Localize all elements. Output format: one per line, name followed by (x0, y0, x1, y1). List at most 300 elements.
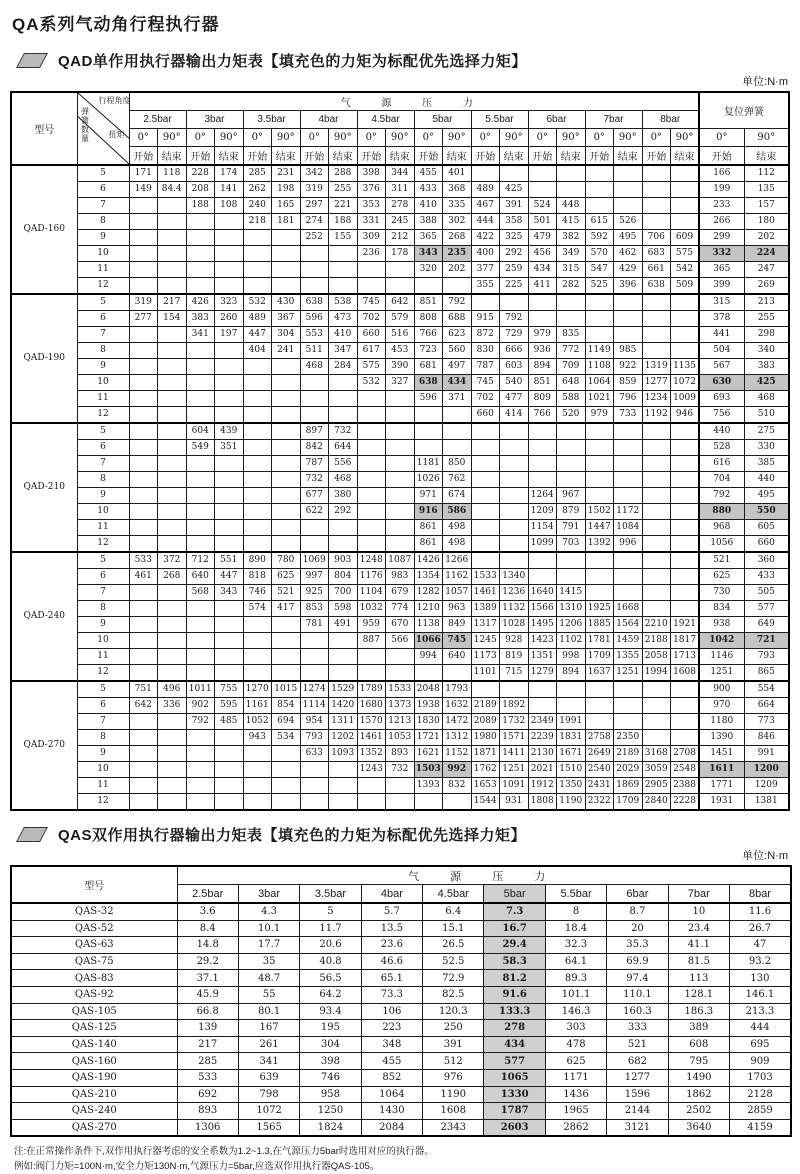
torque-cell: 787 (471, 359, 500, 375)
torque-cell: 245 (386, 214, 415, 230)
return-spring-cell: 1200 (744, 762, 789, 778)
torque-cell (243, 440, 272, 456)
torque-cell (357, 391, 386, 407)
spring-count-cell: 9 (77, 359, 129, 375)
torque-cell (158, 375, 187, 391)
torque-cell: 625 (272, 569, 301, 585)
torque-cell (386, 472, 415, 488)
torque-cell: 524 (528, 198, 557, 214)
torque-cell (186, 633, 215, 649)
qas-data-row (11, 903, 791, 920)
torque-cell (186, 278, 215, 295)
torque-cell: 1279 (528, 665, 557, 682)
torque-cell: 485 (215, 714, 244, 730)
torque-cell (158, 343, 187, 359)
torque-cell (215, 343, 244, 359)
return-spring-cell: 330 (744, 440, 789, 456)
torque-cell: 755 (215, 681, 244, 698)
torque-cell: 285 (243, 165, 272, 182)
torque-cell: 16.7 (484, 920, 545, 937)
torque-cell (386, 407, 415, 424)
torque-cell: 146.1 (730, 986, 791, 1003)
return-spring-cell: 340 (744, 343, 789, 359)
torque-cell: 319 (129, 294, 158, 311)
pressure-header: 5.5bar (471, 111, 528, 129)
torque-cell: 954 (300, 714, 329, 730)
torque-cell: 2058 (642, 649, 671, 665)
torque-cell (300, 649, 329, 665)
return-spring-cell: 900 (699, 681, 744, 698)
torque-cell (129, 391, 158, 407)
model-cell: QAS-92 (11, 986, 177, 1003)
torque-cell: 1234 (642, 391, 671, 407)
torque-cell (300, 407, 329, 424)
qad-data-row (11, 440, 789, 456)
qad-data-row (11, 198, 789, 214)
torque-cell (585, 681, 614, 698)
torque-cell (215, 246, 244, 262)
torque-cell: 2210 (642, 617, 671, 633)
torque-cell: 792 (500, 311, 529, 327)
spring-count-cell: 7 (77, 585, 129, 601)
torque-cell: 46.6 (361, 953, 422, 970)
torque-cell (272, 617, 301, 633)
torque-cell: 575 (357, 359, 386, 375)
angle-header: 0° (699, 129, 744, 147)
spring-count-cell: 7 (77, 714, 129, 730)
torque-cell (186, 262, 215, 278)
torque-cell (129, 617, 158, 633)
torque-cell: 1490 (668, 1069, 729, 1086)
torque-cell (272, 246, 301, 262)
torque-cell (386, 391, 415, 407)
torque-cell: 2758 (585, 730, 614, 746)
torque-cell: 1389 (471, 601, 500, 617)
torque-cell: 188 (329, 214, 358, 230)
torque-cell: 521 (272, 585, 301, 601)
torque-cell: 389 (668, 1020, 729, 1037)
torque-cell: 241 (272, 343, 301, 359)
torque-cell: 1355 (614, 649, 643, 665)
torque-cell (129, 746, 158, 762)
torque-cell: 309 (357, 230, 386, 246)
torque-cell (585, 456, 614, 472)
torque-cell (272, 488, 301, 504)
torque-cell: 1885 (585, 617, 614, 633)
torque-cell (585, 423, 614, 440)
torque-cell: 516 (386, 327, 415, 343)
return-spring-cell: 332 (699, 246, 744, 262)
torque-cell: 642 (386, 294, 415, 311)
torque-cell: 489 (243, 311, 272, 327)
torque-cell: 520 (557, 407, 586, 424)
torque-cell: 1637 (585, 665, 614, 682)
torque-cell: 47 (730, 937, 791, 954)
torque-cell: 745 (471, 375, 500, 391)
torque-cell (357, 472, 386, 488)
torque-cell (129, 278, 158, 295)
qad-data-row (11, 359, 789, 375)
torque-cell (243, 649, 272, 665)
torque-cell (642, 165, 671, 182)
angle-header: 0° (357, 129, 386, 147)
torque-cell: 417 (272, 601, 301, 617)
return-spring-cell: 383 (744, 359, 789, 375)
torque-cell: 640 (443, 649, 472, 665)
torque-cell: 2343 (423, 1119, 484, 1136)
torque-cell: 608 (668, 1036, 729, 1053)
torque-cell: 729 (500, 327, 529, 343)
torque-cell: 762 (443, 472, 472, 488)
qad-data-row (11, 698, 789, 714)
torque-cell: 603 (500, 359, 529, 375)
diag-label-spring-count: 弹簧数量 (80, 107, 90, 143)
torque-cell: 82.5 (423, 986, 484, 1003)
pressure-header: 3.5bar (300, 885, 361, 904)
torque-cell: 26.7 (730, 920, 791, 937)
torque-cell (471, 456, 500, 472)
model-cell: QAS-83 (11, 970, 177, 987)
torque-cell: 422 (471, 230, 500, 246)
model-cell: QAD-210 (11, 423, 77, 552)
torque-cell (215, 391, 244, 407)
torque-cell: 1028 (500, 617, 529, 633)
torque-cell (642, 552, 671, 569)
torque-cell: 235 (443, 246, 472, 262)
model-cell: QAS-190 (11, 1069, 177, 1086)
torque-cell: 380 (329, 488, 358, 504)
pressure-header: 6bar (607, 885, 668, 904)
torque-cell: 130 (730, 970, 791, 987)
angle-header: 90° (158, 129, 187, 147)
torque-cell (215, 278, 244, 295)
torque-cell (129, 327, 158, 343)
torque-cell: 1093 (329, 746, 358, 762)
torque-cell (671, 601, 700, 617)
torque-cell (243, 359, 272, 375)
torque-cell: 791 (557, 520, 586, 536)
torque-cell (329, 375, 358, 391)
torque-cell: 377 (471, 262, 500, 278)
torque-cell (528, 698, 557, 714)
torque-cell: 1965 (545, 1103, 606, 1120)
torque-cell: 26.5 (423, 937, 484, 954)
torque-cell (158, 617, 187, 633)
torque-cell (528, 182, 557, 198)
torque-cell (129, 359, 158, 375)
torque-cell (215, 746, 244, 762)
torque-cell: 1824 (300, 1119, 361, 1136)
spring-count-cell: 6 (77, 311, 129, 327)
model-column-header: 型号 (11, 92, 77, 165)
torque-cell (357, 520, 386, 536)
torque-cell (642, 520, 671, 536)
angle-header: 0° (528, 129, 557, 147)
note-line-2: 例如:阀门力矩=100N·m,安全力矩130N·m,气源压力=5bar,应选双作用执行器QAS-105。 (14, 1161, 380, 1173)
torque-cell: 56.5 (300, 970, 361, 987)
torque-cell (642, 423, 671, 440)
torque-cell: 1925 (585, 601, 614, 617)
torque-cell: 398 (357, 165, 386, 182)
torque-cell (557, 294, 586, 311)
torque-cell (614, 681, 643, 698)
torque-cell (329, 262, 358, 278)
torque-cell (585, 585, 614, 601)
torque-cell (272, 391, 301, 407)
torque-cell: 2089 (471, 714, 500, 730)
torque-cell (329, 246, 358, 262)
torque-cell (215, 794, 244, 811)
torque-cell: 1533 (386, 681, 415, 698)
return-spring-cell: 1146 (699, 649, 744, 665)
qad-table-header (11, 92, 789, 165)
torque-cell: 780 (272, 552, 301, 569)
torque-cell: 462 (614, 246, 643, 262)
qad-data-row (11, 504, 789, 520)
torque-cell: 315 (557, 262, 586, 278)
torque-cell (215, 214, 244, 230)
spring-count-cell: 5 (77, 294, 129, 311)
model-cell: QAS-52 (11, 920, 177, 937)
torque-cell (186, 536, 215, 553)
phase-header: 开始 (642, 147, 671, 166)
torque-cell: 732 (300, 472, 329, 488)
torque-cell (129, 520, 158, 536)
torque-cell (243, 633, 272, 649)
torque-cell: 1921 (671, 617, 700, 633)
spring-count-cell: 12 (77, 665, 129, 682)
torque-cell: 186.3 (668, 1003, 729, 1020)
torque-cell: 526 (614, 214, 643, 230)
torque-cell (414, 278, 443, 295)
torque-cell: 922 (614, 359, 643, 375)
torque-cell (215, 262, 244, 278)
diag-label-torque: 扭矩 (108, 130, 125, 139)
torque-cell: 41.1 (668, 937, 729, 954)
torque-cell: 679 (386, 585, 415, 601)
torque-cell (671, 440, 700, 456)
torque-cell: 1640 (528, 585, 557, 601)
torque-cell: 2708 (671, 746, 700, 762)
torque-cell (129, 488, 158, 504)
torque-cell (215, 649, 244, 665)
torque-cell: 64.1 (545, 953, 606, 970)
torque-cell: 609 (671, 230, 700, 246)
torque-cell: 410 (329, 327, 358, 343)
torque-cell (158, 730, 187, 746)
model-cell: QAD-270 (11, 681, 77, 810)
torque-cell (557, 440, 586, 456)
return-spring-cell: 991 (744, 746, 789, 762)
torque-cell: 1236 (500, 585, 529, 601)
torque-cell: 2239 (528, 730, 557, 746)
torque-cell: 37.1 (177, 970, 238, 987)
torque-cell (500, 488, 529, 504)
torque-cell (500, 504, 529, 520)
torque-cell: 2228 (671, 794, 700, 811)
torque-cell: 1311 (329, 714, 358, 730)
torque-cell: 1306 (177, 1119, 238, 1136)
phase-header: 开始 (585, 147, 614, 166)
torque-cell: 808 (414, 311, 443, 327)
torque-cell (471, 488, 500, 504)
torque-cell: 702 (471, 391, 500, 407)
torque-cell: 1251 (500, 762, 529, 778)
phase-header: 结束 (329, 147, 358, 166)
angle-header: 90° (329, 129, 358, 147)
torque-cell (471, 472, 500, 488)
torque-cell: 174 (215, 165, 244, 182)
torque-cell: 1781 (585, 633, 614, 649)
torque-cell: 2840 (642, 794, 671, 811)
angle-header: 90° (443, 129, 472, 147)
torque-cell: 228 (186, 165, 215, 182)
torque-cell (129, 601, 158, 617)
phase-header: 开始 (243, 147, 272, 166)
torque-cell: 353 (357, 198, 386, 214)
torque-cell: 1392 (585, 536, 614, 553)
torque-cell: 893 (386, 746, 415, 762)
torque-cell (357, 407, 386, 424)
torque-cell: 178 (386, 246, 415, 262)
return-spring-cell: 1042 (699, 633, 744, 649)
torque-cell: 1213 (386, 714, 415, 730)
phase-header: 开始 (300, 147, 329, 166)
return-spring-cell: 224 (744, 246, 789, 262)
torque-cell: 1510 (557, 762, 586, 778)
torque-cell: 915 (471, 311, 500, 327)
torque-cell: 622 (300, 504, 329, 520)
torque-cell: 32.3 (545, 937, 606, 954)
return-spring-cell: 157 (744, 198, 789, 214)
model-cell: QAS-270 (11, 1119, 177, 1136)
angle-header: 0° (414, 129, 443, 147)
torque-cell: 1245 (471, 633, 500, 649)
torque-cell (414, 423, 443, 440)
torque-cell: 575 (671, 246, 700, 262)
torque-cell: 55 (238, 986, 299, 1003)
torque-cell: 11.6 (730, 903, 791, 920)
phase-header: 开始 (129, 147, 158, 166)
qad-data-row (11, 311, 789, 327)
torque-cell (471, 423, 500, 440)
torque-cell: 128.1 (668, 986, 729, 1003)
torque-cell (642, 182, 671, 198)
torque-cell: 1533 (471, 569, 500, 585)
torque-cell (186, 472, 215, 488)
qad-data-row (11, 633, 789, 649)
spring-count-cell: 5 (77, 552, 129, 569)
torque-cell: 702 (357, 311, 386, 327)
torque-cell: 596 (414, 391, 443, 407)
torque-cell: 1912 (528, 778, 557, 794)
torque-cell (243, 488, 272, 504)
torque-cell (272, 423, 301, 440)
torque-cell (215, 488, 244, 504)
torque-cell: 1430 (361, 1103, 422, 1120)
torque-cell (243, 762, 272, 778)
qad-data-row (11, 230, 789, 246)
torque-cell: 706 (642, 230, 671, 246)
torque-cell: 171 (129, 165, 158, 182)
torque-cell (186, 230, 215, 246)
torque-cell: 772 (557, 343, 586, 359)
torque-cell: 661 (642, 262, 671, 278)
torque-cell: 415 (557, 214, 586, 230)
angle-header: 90° (215, 129, 244, 147)
torque-cell: 292 (329, 504, 358, 520)
section-marker-icon (16, 827, 48, 842)
torque-cell (158, 504, 187, 520)
torque-cell: 1072 (238, 1103, 299, 1120)
torque-cell: 893 (177, 1103, 238, 1120)
torque-cell: 8.4 (177, 920, 238, 937)
torque-cell (671, 569, 700, 585)
torque-cell: 2905 (642, 778, 671, 794)
torque-cell: 274 (300, 214, 329, 230)
qad-data-row (11, 391, 789, 407)
return-spring-cell: 605 (744, 520, 789, 536)
torque-cell (386, 536, 415, 553)
torque-cell (158, 633, 187, 649)
phase-header: 开始 (186, 147, 215, 166)
torque-cell: 2130 (528, 746, 557, 762)
phase-header: 结束 (671, 147, 700, 166)
angle-header: 90° (500, 129, 529, 147)
torque-cell (585, 440, 614, 456)
torque-cell: 849 (443, 617, 472, 633)
torque-cell: 861 (414, 520, 443, 536)
torque-cell: 410 (414, 198, 443, 214)
torque-cell: 444 (471, 214, 500, 230)
torque-cell (186, 359, 215, 375)
torque-cell: 1436 (545, 1086, 606, 1103)
torque-cell (158, 762, 187, 778)
torque-cell: 58.3 (484, 953, 545, 970)
qad-unit-label: 单位:N·m (742, 76, 788, 88)
torque-cell: 383 (186, 311, 215, 327)
qas-torque-table (10, 865, 792, 1137)
torque-cell: 277 (129, 311, 158, 327)
torque-cell: 1243 (357, 762, 386, 778)
torque-cell: 670 (386, 617, 415, 633)
torque-cell: 101.1 (545, 986, 606, 1003)
return-spring-cell: 793 (744, 649, 789, 665)
torque-cell: 498 (443, 536, 472, 553)
torque-cell (614, 294, 643, 311)
torque-cell (585, 165, 614, 182)
torque-cell: 1057 (443, 585, 472, 601)
torque-cell: 861 (414, 536, 443, 553)
torque-cell (557, 311, 586, 327)
spring-count-cell: 5 (77, 423, 129, 440)
torque-cell: 426 (186, 294, 215, 311)
torque-cell: 29.4 (484, 937, 545, 954)
torque-cell (614, 552, 643, 569)
torque-cell: 52.5 (423, 953, 484, 970)
torque-cell (215, 536, 244, 553)
return-spring-cell: 166 (699, 165, 744, 182)
torque-cell: 89.3 (545, 970, 606, 987)
torque-cell: 3.6 (177, 903, 238, 920)
torque-cell: 444 (730, 1020, 791, 1037)
return-spring-cell: 275 (744, 423, 789, 440)
return-spring-cell: 846 (744, 730, 789, 746)
torque-cell: 455 (361, 1053, 422, 1070)
torque-cell: 1762 (471, 762, 500, 778)
page-title: QA系列气动角行程执行器 (12, 15, 220, 34)
torque-cell (614, 440, 643, 456)
